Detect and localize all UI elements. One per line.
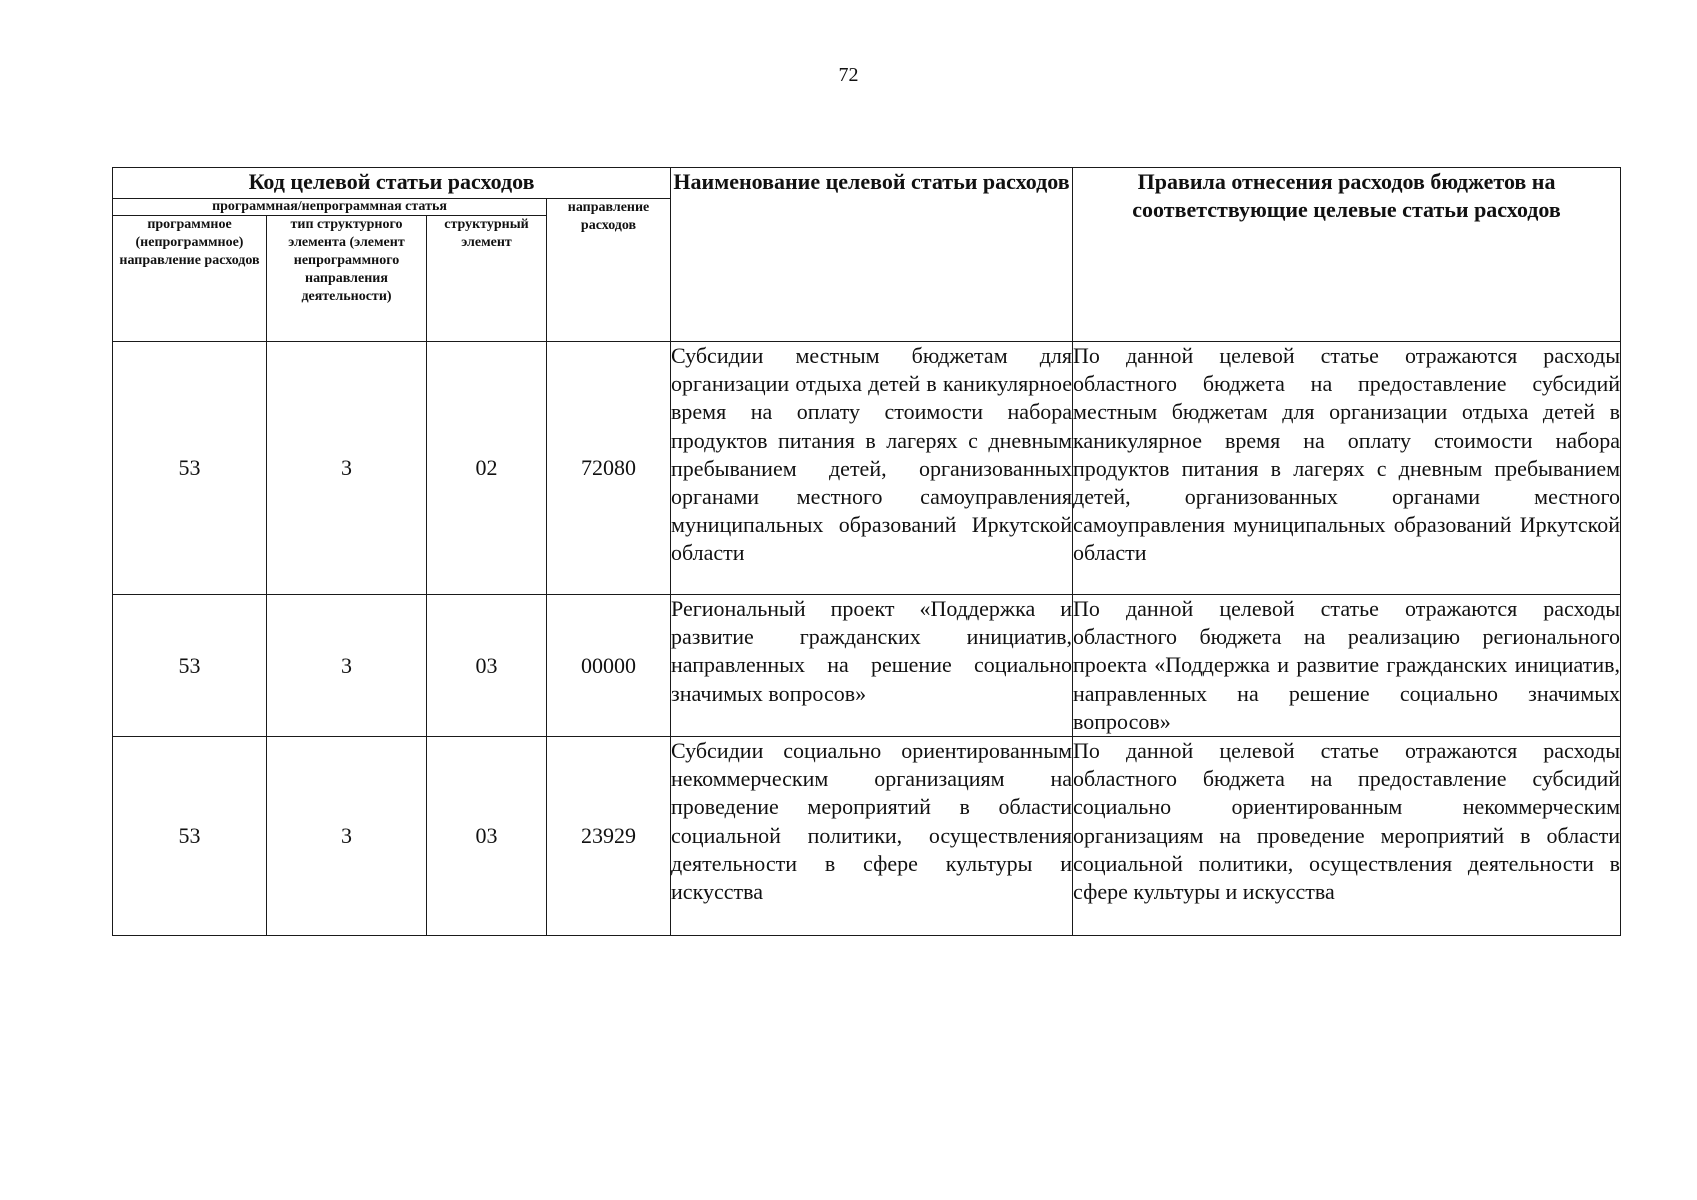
budget-target-articles-table (112, 167, 1621, 936)
article-rule-cell: По данной целевой статье отражаются расходы областного бюджета на предоставление субсидий социально ориентированным некоммерческим организациям на проведение мероприятий в области социальной политики, осуществления деятельности в сфере культуры и искусства (1073, 737, 1621, 936)
header-row-1 (113, 168, 1621, 199)
article-rule-cell: По данной целевой статье отражаются расходы областного бюджета на реализацию регионального проекта «Поддержка и развитие гражданских инициатив, направленных на решение социально значимых вопросов» (1073, 595, 1621, 737)
rules-title-header: Правила отнесения расходов бюджетов на соответствующие целевые статьи расходов (1073, 168, 1621, 342)
program-article-header: программная/непрограммная статья (113, 199, 547, 216)
structural-type-header: тип структурного элемента (элемент непрограммного направления деятельности) (267, 216, 427, 342)
type-code-cell: 3 (267, 737, 427, 936)
direction-code-cell: 00000 (547, 595, 671, 737)
code-title-header: Код целевой статьи расходов (113, 168, 671, 199)
element-code-cell: 02 (427, 342, 547, 595)
program-code-cell: 53 (113, 737, 267, 936)
table-row (113, 737, 1621, 936)
name-title-header: Наименование целевой статьи расходов (671, 168, 1073, 342)
direction-code-cell: 72080 (547, 342, 671, 595)
element-code-cell: 03 (427, 595, 547, 737)
article-name-cell: Региональный проект «Поддержка и развитие гражданских инициатив, направленных на решение социально значимых вопросов» (671, 595, 1073, 737)
type-code-cell: 3 (267, 342, 427, 595)
page-number: 72 (838, 64, 859, 86)
article-name-cell: Субсидии местным бюджетам для организации отдыха детей в каникулярное время на оплату стоимости набора продуктов питания в лагерях с дневным пребыванием детей, организованных органами местного самоуправления муниципальных образований Иркутской области (671, 342, 1073, 595)
program-direction-header: программное (непрограммное) направление расходов (113, 216, 267, 342)
program-code-cell: 53 (113, 342, 267, 595)
program-code-cell: 53 (113, 595, 267, 737)
table-row (113, 595, 1621, 737)
element-code-cell: 03 (427, 737, 547, 936)
expense-direction-header: направление расходов (547, 199, 671, 342)
structural-element-header: структурный элемент (427, 216, 547, 342)
direction-code-cell: 23929 (547, 737, 671, 936)
type-code-cell: 3 (267, 595, 427, 737)
article-name-cell: Субсидии социально ориентированным некоммерческим организациям на проведение мероприятий в области социальной политики, осуществления деятельности в сфере культуры и искусства (671, 737, 1073, 936)
table-row (113, 342, 1621, 595)
article-rule-cell: По данной целевой статье отражаются расходы областного бюджета на предоставление субсидий местным бюджетам для организации отдыха детей в каникулярное время на оплату стоимости набора продуктов питания в лагерях с дневным пребыванием детей, организованных органами местного самоуправления муниципальных образований Иркутской области (1073, 342, 1621, 595)
